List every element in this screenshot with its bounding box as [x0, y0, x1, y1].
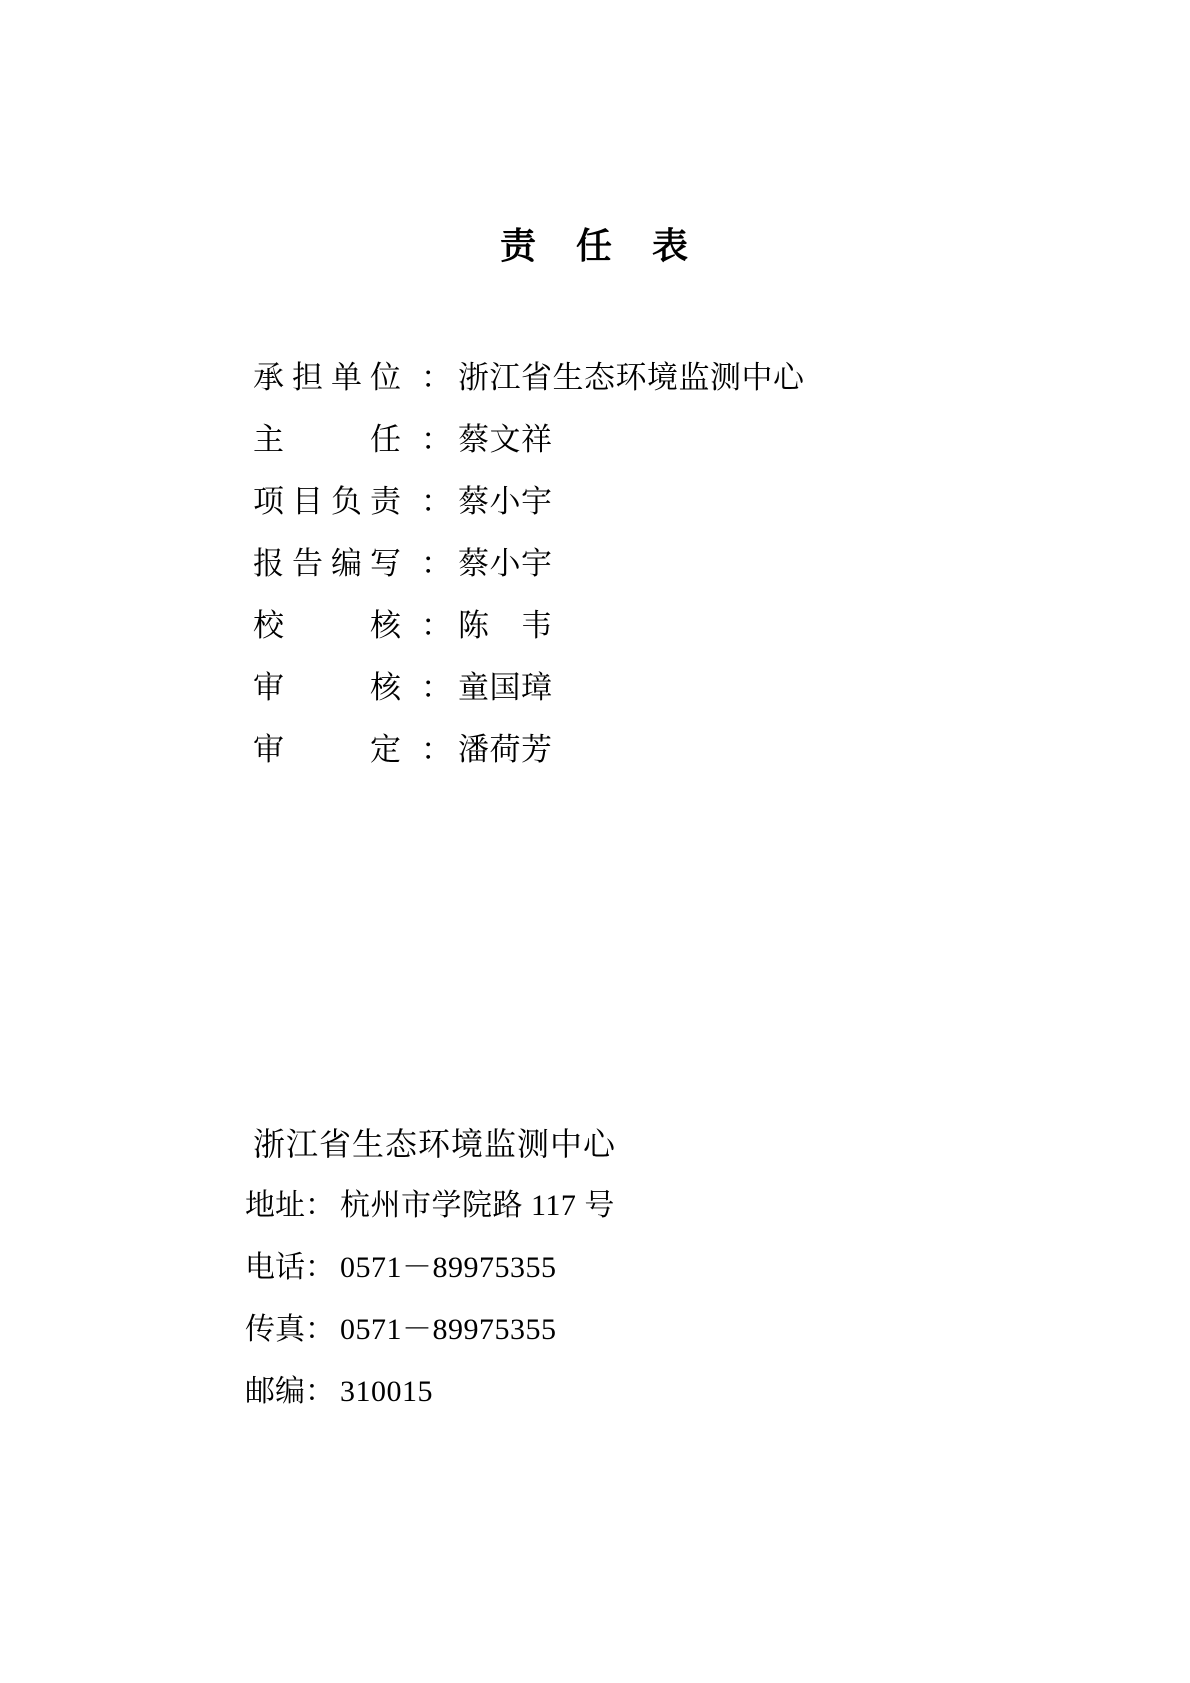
contact-colon: ：: [305, 1189, 335, 1222]
contact-lines: [245, 1189, 616, 1406]
role-colon: ：: [421, 670, 452, 705]
role-label-char: 报: [253, 546, 284, 581]
contact-line-2: [245, 1313, 616, 1344]
contact-label: 电话: [245, 1251, 305, 1284]
role-label-char: 承: [253, 360, 284, 395]
role-value: 蔡小宇: [458, 484, 553, 519]
role-value: 潘荷芳: [458, 732, 553, 767]
role-label-char: 写: [370, 546, 401, 581]
contact-label: 传真: [245, 1313, 305, 1346]
role-label-char: 审: [253, 670, 284, 705]
role-label-char: 负: [331, 484, 362, 519]
role-label-char: 任: [370, 422, 401, 457]
role-colon: ：: [421, 732, 452, 767]
contact-label: 地址: [245, 1189, 305, 1222]
contact-value: 310015: [340, 1375, 433, 1408]
contact-colon: ：: [305, 1313, 335, 1346]
role-row-3: [253, 546, 805, 581]
role-value: 浙江省生态环境监测中心: [458, 360, 805, 395]
role-label: [253, 733, 401, 767]
role-row-6: [253, 732, 805, 767]
role-colon: ：: [421, 422, 452, 457]
role-label-char: 定: [370, 732, 401, 767]
role-label-char: 责: [370, 484, 401, 519]
role-row-2: [253, 484, 805, 519]
role-value: 陈 韦: [458, 608, 553, 643]
role-label: [253, 547, 401, 581]
role-label-char: 编: [331, 546, 362, 581]
role-colon: ：: [421, 484, 452, 519]
role-label-char: 担: [292, 360, 323, 395]
role-label-char: 单: [331, 360, 362, 395]
role-label-char: 核: [370, 670, 401, 705]
role-label-char: 位: [370, 360, 401, 395]
responsibility-list: [253, 361, 805, 795]
role-label: [253, 361, 401, 395]
role-label: [253, 671, 401, 705]
role-label-char: 项: [253, 484, 284, 519]
contact-line-0: [245, 1189, 616, 1220]
role-colon: ：: [421, 360, 452, 395]
contact-value: 杭州市学院路 117 号: [340, 1189, 615, 1222]
role-colon: ：: [421, 546, 452, 581]
contact-line-1: [245, 1251, 616, 1282]
role-value: 蔡小宇: [458, 546, 553, 581]
role-label-char: 主: [253, 422, 284, 457]
role-row-1: [253, 422, 805, 457]
role-row-0: [253, 360, 805, 395]
role-row-4: [253, 608, 805, 643]
organization-name: 浙江省生态环境监测中心: [253, 1126, 617, 1162]
contact-block: [245, 1127, 616, 1437]
contact-colon: ：: [305, 1375, 335, 1408]
role-label: [253, 485, 401, 519]
role-value: 蔡文祥: [458, 422, 553, 457]
role-label-char: 告: [292, 546, 323, 581]
role-label-char: 审: [253, 732, 284, 767]
contact-value: 0571－89975355: [340, 1251, 557, 1284]
role-label-char: 目: [292, 484, 323, 519]
contact-label: 邮编: [245, 1375, 305, 1408]
contact-line-3: [245, 1375, 616, 1406]
contact-value: 0571－89975355: [340, 1313, 557, 1346]
contact-colon: ：: [305, 1251, 335, 1284]
role-row-5: [253, 670, 805, 705]
page-title: 责 任 表: [499, 226, 690, 266]
role-colon: ：: [421, 608, 452, 643]
role-label: [253, 609, 401, 643]
role-label-char: 校: [253, 608, 284, 643]
role-value: 童国璋: [458, 670, 553, 705]
role-label: [253, 423, 401, 457]
role-label-char: 核: [370, 608, 401, 643]
